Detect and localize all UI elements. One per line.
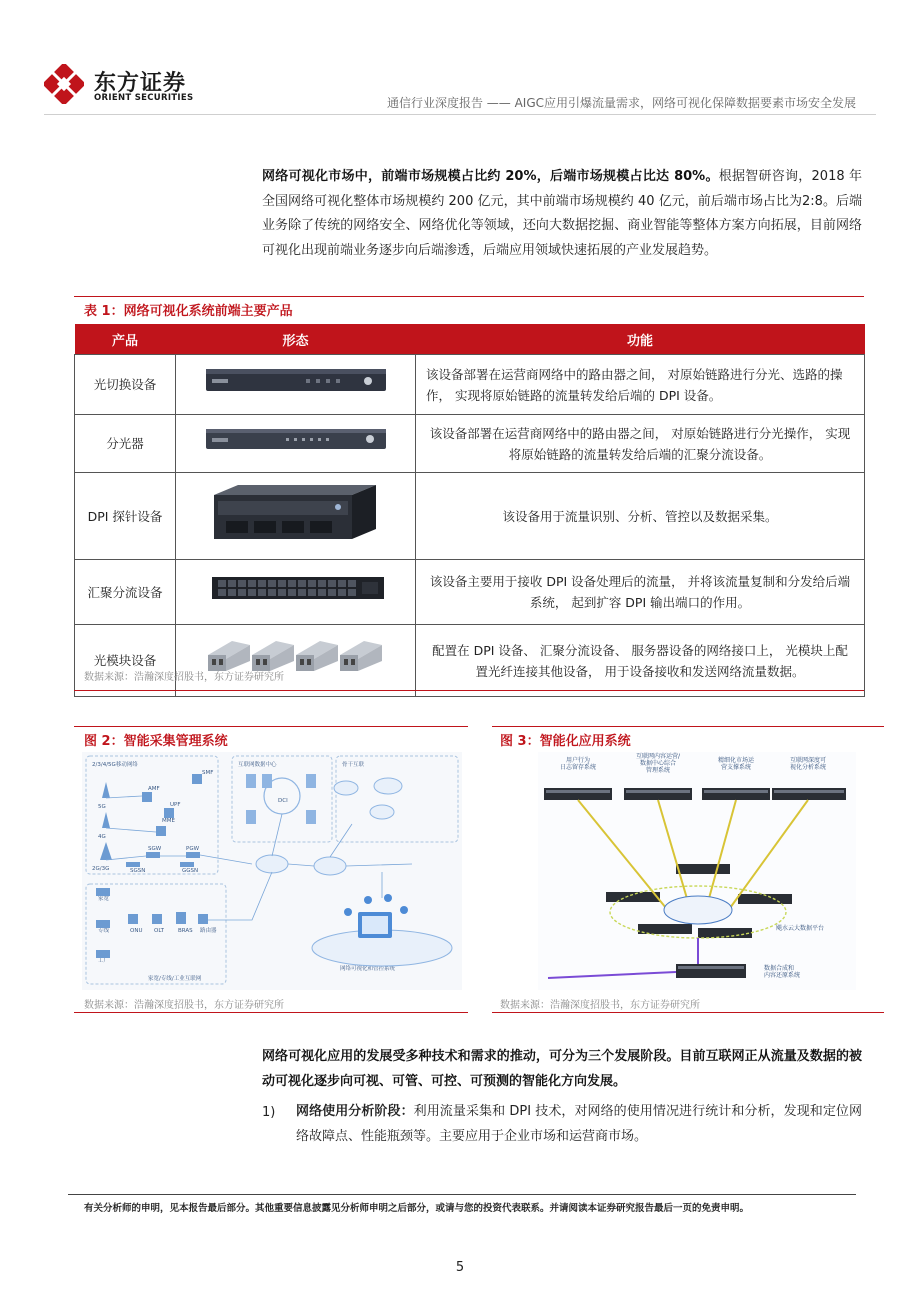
label-visual-system: 网络可视化和管控系统 — [340, 966, 396, 972]
figure2-bottom-rule — [74, 1012, 468, 1013]
aggregation-splitter-device-icon — [176, 560, 416, 618]
label-mme: MME — [162, 818, 175, 824]
label-sgw: SGW — [148, 846, 162, 852]
intelligent-application-diagram — [538, 752, 856, 990]
label-amf: AMF — [148, 786, 160, 792]
label-content-restore-system: 数据合成和内容还原系统 — [764, 965, 801, 979]
table-caption: 表 1：网络可视化系统前端主要产品 — [84, 304, 293, 319]
product-image — [176, 355, 416, 415]
label-onu: ONU — [130, 928, 143, 934]
label-5g: 5G — [98, 804, 106, 810]
table-source: 数据来源：浩瀚深度招股书，东方证券研究所 — [84, 672, 284, 683]
orient-securities-logo-icon — [44, 64, 84, 104]
page-number: 5 — [455, 1260, 465, 1275]
label-upf: UPF — [170, 802, 181, 808]
figure2-top-rule — [74, 726, 468, 727]
label-4g: 4G — [98, 834, 106, 840]
footer-disclaimer: 有关分析师的申明，见本报告最后部分。其他重要信息披露见分析师申明之后部分，或请与您的投资代表联系。并请阅读本证券研究报告最后一页的免责申明。 — [84, 1203, 750, 1214]
label-ggsn: GGSN — [182, 868, 199, 874]
col-header-product: 产品 — [75, 324, 176, 355]
figure2-source: 数据来源：浩瀚深度招股书，东方证券研究所 — [84, 1000, 284, 1011]
logo-wordmark-cn: 东方证券 — [94, 71, 187, 96]
figure3-top-rule — [492, 726, 884, 727]
table-header-row — [75, 324, 865, 355]
label-deep-visual-system: 互联网深度可视化分析系统 — [789, 757, 827, 771]
product-function: 该设备主要用于接收 DPI 设备处理后的流量， 并将该流量复制和分发给后端系统， 起到扩容 DPI 输出端口的作用。 — [416, 560, 865, 625]
label-2g3g: 2G/3G — [92, 866, 110, 872]
label-idc: 互联网数据中心 — [238, 762, 277, 768]
product-name: 光切换设备 — [75, 355, 176, 415]
label-dci: DCI — [278, 798, 288, 804]
splitter-device-icon — [176, 415, 416, 466]
product-function: 配置在 DPI 设备、 汇聚分流设备、 服务器设备的网络接口上， 光模块上配置光纤连接其他设备， 用于设备接收和发送网络流量数据。 — [416, 625, 865, 697]
label-bigdata-platform: 飓水云大数据平台 — [776, 925, 825, 932]
product-function: 该设备部署在运营商网络中的路由器之间， 对原始链路进行分光操作， 实现将原始链路的流量转发给后端的汇聚分流设备。 — [416, 415, 865, 473]
table-row — [75, 473, 865, 560]
product-name: 分光器 — [75, 415, 176, 473]
label-factory: 工厂 — [98, 958, 110, 964]
label-smf: SMF — [202, 770, 214, 776]
product-image — [176, 625, 416, 697]
header-divider — [44, 114, 876, 115]
figure2-caption: 图 2：智能采集管理系统 — [84, 734, 228, 749]
figure3-diagram — [538, 752, 856, 990]
figure3-source: 数据来源：浩瀚深度招股书，东方证券研究所 — [500, 1000, 700, 1011]
label-leased-line: 专线 — [98, 928, 110, 934]
table-row — [75, 625, 865, 697]
col-header-form: 形态 — [176, 324, 416, 355]
product-image — [176, 473, 416, 560]
stage-item-1 — [296, 1100, 862, 1149]
label-mobile-network: 2/3/4/5G移动网络 — [92, 762, 138, 768]
dpi-probe-device-icon — [176, 473, 416, 553]
table-row — [75, 415, 865, 473]
intro-bold: 网络可视化市场中，前端市场规模占比约 20%，后端市场规模占比达 80%。 — [262, 169, 719, 184]
product-name: 光模块设备 — [75, 625, 176, 697]
label-sgsn: SGSN — [130, 868, 146, 874]
report-title: 通信行业深度报告 —— AIGC应用引爆流量需求，网络可视化保障数据要素市场安全发展 — [386, 96, 856, 110]
figure3-caption: 图 3：智能化应用系统 — [500, 734, 631, 749]
products-table — [74, 324, 865, 697]
product-name: DPI 探针设备 — [75, 473, 176, 560]
collection-system-diagram — [82, 752, 462, 990]
label-home: 家宽 — [98, 896, 110, 902]
product-function: 该设备部署在运营商网络中的路由器之间， 对原始链路进行分光、选路的操作， 实现将原始链路的流量转发给后端的 DPI 设备。 — [416, 355, 865, 415]
label-home-network: 家宽/专线/工业互联网 — [148, 976, 202, 982]
label-olt: OLT — [154, 928, 164, 934]
stages-intro: 网络可视化应用的发展受多种技术和需求的推动，可分为三个发展阶段。目前互联网正从流量及数据的被动可视化逐步向可视、可管、可控、可预测的智能化方向发展。 — [262, 1049, 862, 1089]
figure3-bottom-rule — [492, 1012, 884, 1013]
table-row — [75, 560, 865, 625]
product-image — [176, 415, 416, 473]
label-content-operation-system: 互联网内容运营/数据中心综合管理系统 — [635, 753, 681, 774]
label-pgw: PGW — [186, 846, 200, 852]
label-backbone: 骨干互联 — [342, 762, 365, 768]
list-number: 1) — [262, 1105, 276, 1120]
label-user-log-system: 用户行为日志留存系统 — [559, 757, 597, 771]
optical-switch-device-icon — [176, 355, 416, 408]
table-row — [75, 355, 865, 415]
intro-rest: 根据智研咨询，2018 年全国网络可视化整体市场规模约 200 亿元，其中前端市场规模约 40 亿元，前后端市场占比为2:8。后端业务除了传统的网络安全、网络优化等领域，还向大数据挖掘、商业智能等整体方案方向拓展，目前网络可视化出现前端业务逐步向后端渗透，后端应用领域快速拓展的产业发展趋势。 — [262, 169, 862, 258]
col-header-function: 功能 — [416, 324, 865, 355]
stage-item-1-text: 利用流量采集和 DPI 技术，对网络的使用情况进行统计和分析，发现和定位网络故障点、性能瓶颈等。主要应用于企业市场和运营商市场。 — [296, 1104, 862, 1144]
label-market-support-system: 精细化市场运营支撑系统 — [717, 757, 755, 771]
intro-paragraph — [262, 165, 862, 263]
label-router: 路由器 — [200, 928, 217, 934]
footer-divider — [68, 1194, 856, 1195]
stage-item-1-title: 网络使用分析阶段： — [296, 1104, 414, 1119]
product-name: 汇聚分流设备 — [75, 560, 176, 625]
table-top-rule — [74, 296, 864, 297]
label-bras: BRAS — [178, 928, 193, 934]
product-function: 该设备用于流量识别、分析、管控以及数据采集。 — [416, 473, 865, 560]
logo-wordmark-en: ORIENT SECURITIES — [94, 93, 194, 103]
product-image — [176, 560, 416, 625]
figure2-diagram — [82, 752, 462, 990]
table-bottom-rule — [74, 690, 864, 691]
